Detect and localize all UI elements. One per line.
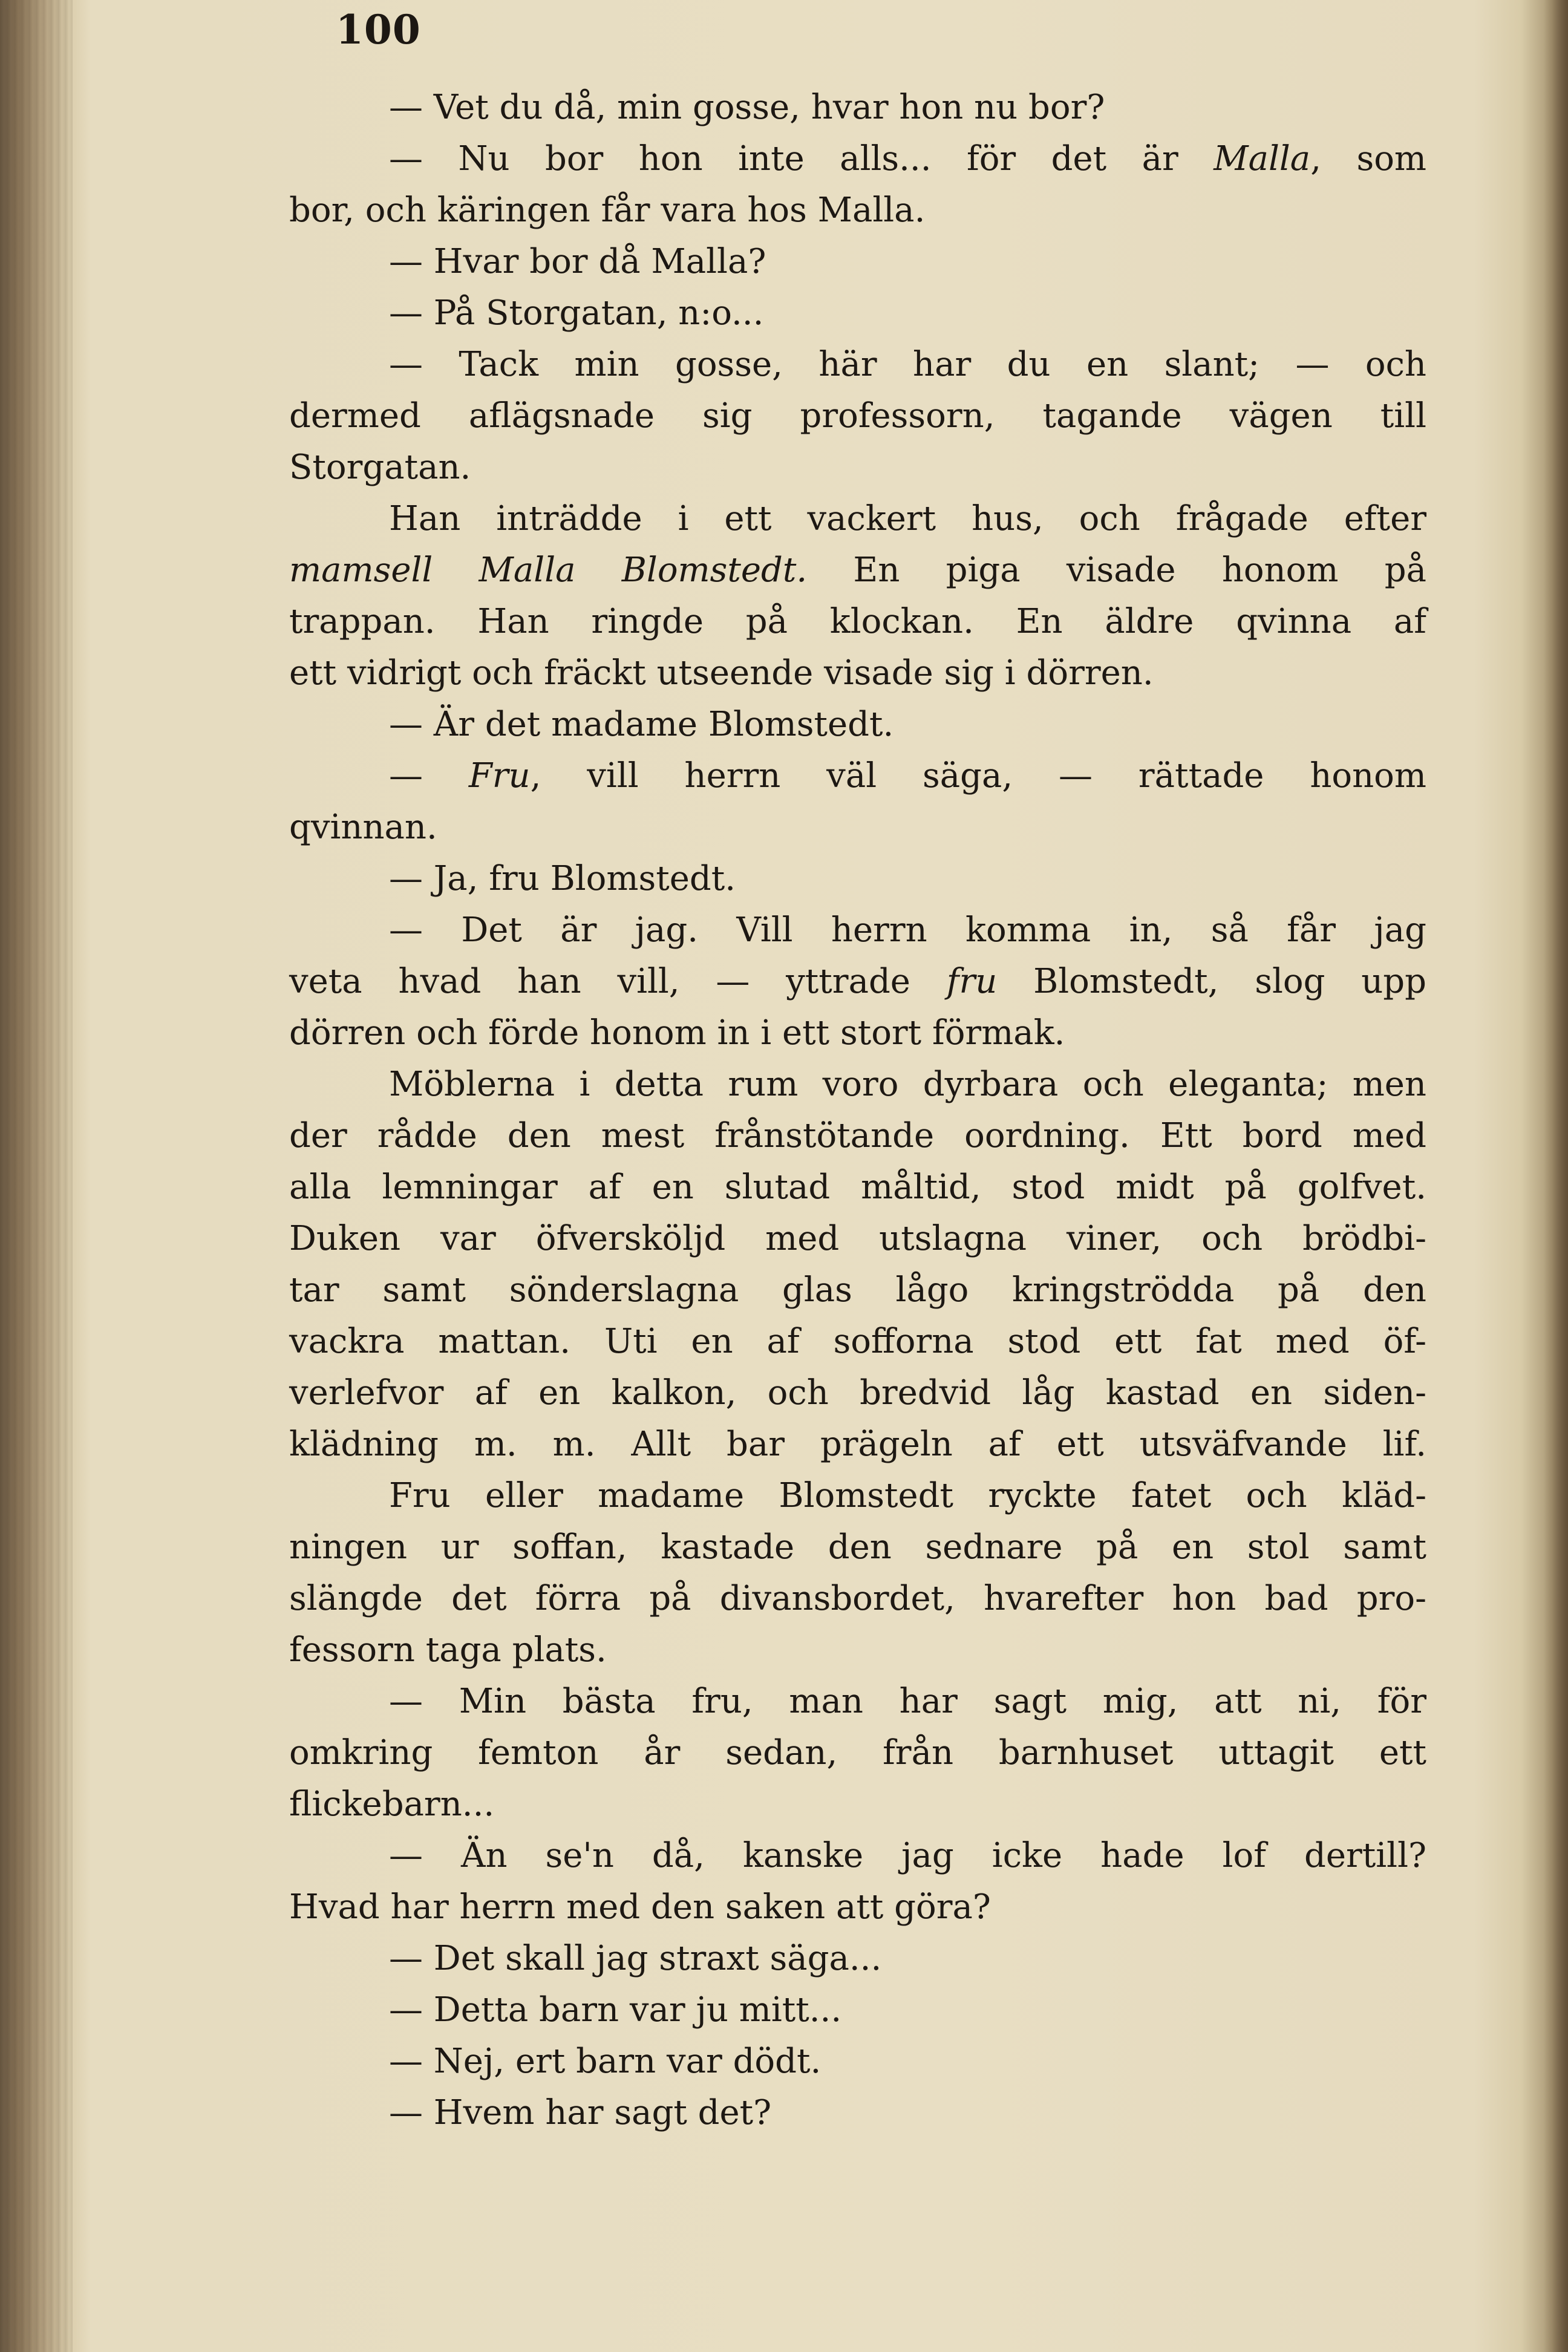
- book-spine-shadow: [0, 0, 73, 2352]
- italic-text: Fru: [468, 756, 531, 795]
- text-line: [289, 442, 1426, 493]
- text-segment: — Vet du då, min gosse, hvar hon nu bor?: [389, 88, 1105, 127]
- text-line: [289, 339, 1426, 390]
- text-line: [289, 1059, 1426, 1110]
- text-segment: alla lemningar af en slutad måltid, stod midt på golfvet.: [289, 1168, 1426, 1207]
- text-segment: — Det är jag. Vill herrn komma in, så får jag: [389, 910, 1426, 950]
- text-line: [289, 1316, 1426, 1367]
- text-segment: — Nej, ert barn var dödt.: [389, 2042, 822, 2081]
- italic-text: Malla: [1214, 139, 1311, 178]
- italic-text: fru: [946, 962, 998, 1001]
- text-line: [289, 2087, 1426, 2138]
- text-segment: — Än se'n då, kanske jag icke hade lof dertill?: [389, 1836, 1426, 1875]
- text-segment: En piga visade honom på: [807, 550, 1426, 590]
- text-line: [289, 802, 1426, 853]
- text-line: [289, 287, 1426, 339]
- text-line: [289, 647, 1426, 699]
- text-segment: — Tack min gosse, här har du en slant; — och: [389, 345, 1426, 384]
- text-segment: tar samt sönderslagna glas lågo kringströdda på den: [289, 1270, 1426, 1310]
- text-line: [289, 1984, 1426, 2036]
- text-segment: Blomstedt, slog upp: [997, 962, 1427, 1001]
- text-segment: — På Storgatan, n:o...: [389, 293, 764, 333]
- text-line: [289, 1521, 1426, 1573]
- text-segment: — Min bästa fru, man har sagt mig, att ni, för: [389, 1682, 1426, 1721]
- text-line: [289, 1110, 1426, 1161]
- text-line: [289, 1573, 1426, 1624]
- text-line: [289, 1933, 1426, 1984]
- body-text: [289, 82, 1426, 2138]
- text-segment: — Ja, fru Blomstedt.: [389, 859, 736, 898]
- text-line: [289, 596, 1426, 647]
- text-segment: flickebarn...: [289, 1785, 495, 1824]
- text-segment: Fru eller madame Blomstedt ryckte fatet och kläd-: [389, 1476, 1426, 1515]
- page-edge-shadow: [1544, 0, 1568, 2352]
- text-line: [289, 699, 1426, 750]
- text-line: [289, 493, 1426, 544]
- text-segment: bor, och käringen får vara hos Malla.: [289, 191, 926, 230]
- text-segment: —: [389, 756, 469, 795]
- text-line: [289, 1727, 1426, 1779]
- text-segment: klädning m. m. Allt bar prägeln af ett utsväfvande lif.: [289, 1425, 1426, 1464]
- text-segment: — Är det madame Blomstedt.: [389, 705, 894, 744]
- text-line: [289, 1470, 1426, 1521]
- text-line: [289, 1161, 1426, 1213]
- text-line: [289, 1367, 1426, 1419]
- text-line: [289, 853, 1426, 904]
- text-line: [289, 1830, 1426, 1881]
- text-segment: dermed aflägsnade sig professorn, tagande vägen till: [289, 396, 1426, 436]
- text-segment: , som: [1310, 139, 1427, 178]
- text-line: [289, 133, 1426, 185]
- text-line: [289, 1264, 1426, 1316]
- italic-text: mamsell Malla Blomstedt.: [289, 550, 808, 590]
- text-line: [289, 1881, 1426, 1933]
- text-segment: omkring femton år sedan, från barnhuset uttagit ett: [289, 1733, 1426, 1772]
- text-line: [289, 1779, 1426, 1830]
- text-line: [289, 1007, 1426, 1059]
- text-line: [289, 236, 1426, 287]
- text-segment: verlefvor af en kalkon, och bredvid låg kastad en siden-: [289, 1373, 1426, 1413]
- text-segment: Han inträdde i ett vackert hus, och frågade efter: [389, 499, 1426, 538]
- text-segment: qvinnan.: [289, 808, 437, 847]
- text-segment: — Nu bor hon inte alls... för det är: [389, 139, 1214, 178]
- text-segment: veta hvad han vill, — yttrade: [289, 962, 947, 1001]
- text-segment: slängde det förra på divansbordet, hvarefter hon bad pro-: [289, 1579, 1426, 1618]
- text-line: [289, 750, 1426, 802]
- text-line: [289, 1624, 1426, 1676]
- text-segment: — Hvem har sagt det?: [389, 2093, 772, 2132]
- text-line: [289, 1213, 1426, 1264]
- text-segment: Duken var öfversköljd med utslagna viner, och brödbi-: [289, 1219, 1426, 1258]
- text-segment: der rådde den mest frånstötande oordning. Ett bord med: [289, 1116, 1426, 1155]
- text-line: [289, 2036, 1426, 2087]
- text-line: [289, 390, 1426, 442]
- text-segment: — Hvar bor då Malla?: [389, 242, 766, 281]
- text-line: [289, 185, 1426, 236]
- text-line: [289, 956, 1426, 1007]
- text-line: [289, 1419, 1426, 1470]
- text-line: [289, 1676, 1426, 1727]
- page-number: 100: [336, 6, 421, 53]
- text-segment: Möblerna i detta rum voro dyrbara och eleganta; men: [389, 1065, 1426, 1104]
- text-line: [289, 544, 1426, 596]
- text-line: [289, 82, 1426, 133]
- text-segment: vackra mattan. Uti en af sofforna stod ett fat med öf-: [289, 1322, 1426, 1361]
- text-segment: ett vidrigt och fräckt utseende visade sig i dörren.: [289, 653, 1154, 693]
- text-segment: Hvad har herrn med den saken att göra?: [289, 1887, 991, 1927]
- text-segment: dörren och förde honom in i ett stort förmak.: [289, 1013, 1065, 1053]
- text-line: [289, 904, 1426, 956]
- text-segment: , vill herrn väl säga, — rättade honom: [530, 756, 1426, 795]
- text-segment: Storgatan.: [289, 448, 471, 487]
- text-segment: — Det skall jag straxt säga...: [389, 1939, 882, 1978]
- text-segment: trappan. Han ringde på klockan. En äldre qvinna af: [289, 602, 1426, 641]
- text-segment: — Detta barn var ju mitt...: [389, 1990, 842, 2030]
- text-segment: fessorn taga plats.: [289, 1630, 607, 1670]
- text-segment: ningen ur soffan, kastade den sednare på en stol samt: [289, 1527, 1426, 1567]
